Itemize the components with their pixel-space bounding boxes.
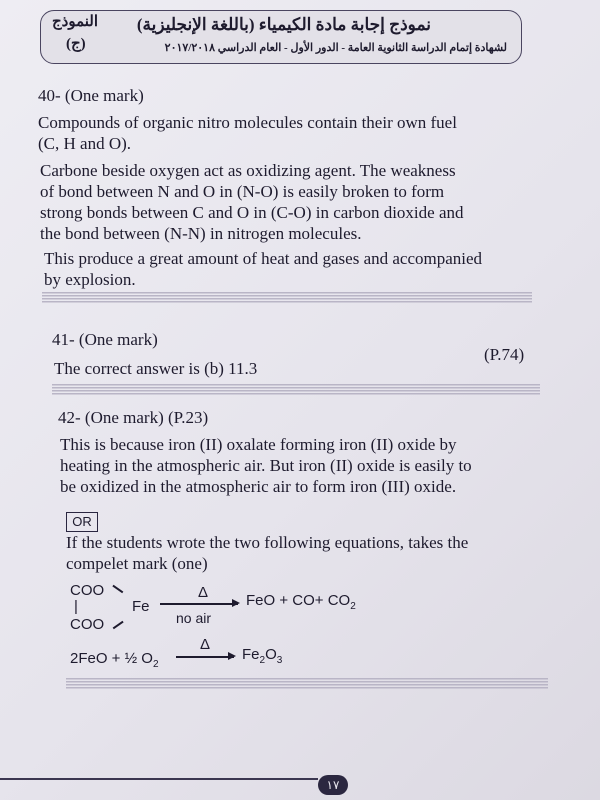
q41-page-ref: (P.74) (484, 345, 525, 364)
header-title: نموذج إجابة مادة الكيمياء (باللغة الإنجليزية) (136, 15, 431, 34)
header-box (40, 10, 522, 64)
eq1-coo-top: COO (70, 582, 105, 599)
eq1-products-subscript: 2 (350, 601, 356, 612)
eq2-rhs-sub2: 3 (276, 655, 283, 666)
footer-line (0, 778, 318, 780)
q40-p2-line3: strong bonds between C and O in (C-O) in carbon dioxide and (40, 203, 464, 222)
q42-p2-line2: compelet mark (one) (66, 554, 208, 573)
page-number: ١٧ (318, 775, 348, 795)
eq1-bond-lower (113, 621, 124, 629)
eq1-bond-upper (113, 585, 124, 593)
eq1-vertical-bond: | (74, 598, 78, 615)
q42-p1-line2: heating in the atmospheric air. But iron (II) oxide is easily to (60, 456, 472, 475)
model-variant: (ج) (66, 36, 86, 52)
eq1-coo-bottom: COO (70, 616, 105, 633)
q40-heading: 40- (One mark) (38, 86, 144, 105)
q40-p3-line1: This produce a great amount of heat and gases and accompanied (44, 249, 483, 268)
eq2-rhs-fe: Fe (242, 646, 260, 663)
q42-p1-line3: be oxidized in the atmospheric air to form iron (III) oxide. (60, 477, 457, 496)
q41-answer: The correct answer is (b) 11.3 (54, 359, 258, 378)
eq2-delta: Δ (200, 636, 211, 653)
q42-p1-line1: This is because iron (II) oxalate forming iron (II) oxide by (60, 435, 457, 454)
q40-p2-line4: the bond between (N-N) in nitrogen molecules. (40, 224, 362, 243)
eq1-products (246, 592, 356, 612)
q42-paragraph-1 (60, 434, 472, 497)
q40-p3-line2: by explosion. (44, 270, 136, 289)
q40-paragraph-1 (38, 112, 457, 154)
separator-2 (52, 384, 540, 396)
header-subtitle: لشهادة إتمام الدراسة الثانوية العامة - الدور الأول - العام الدراسي ٢٠١٧/٢٠١٨ (164, 42, 507, 54)
eq2-rhs-o: O (265, 646, 277, 663)
q40-p2-line1: Carbone beside oxygen act as oxidizing agent. The weakness (40, 161, 456, 180)
q40-p2-line2: of bond between N and O in (N-O) is easily broken to form (40, 182, 445, 201)
eq2-lhs-subscript: 2 (152, 659, 159, 670)
eq2-rhs-sub1: 2 (259, 655, 266, 666)
eq2-arrow (176, 656, 234, 658)
separator-1 (42, 292, 532, 304)
eq2-rhs (242, 646, 282, 666)
eq2-lhs (70, 650, 159, 670)
model-label: النموذج (52, 14, 99, 30)
q42-paragraph-2 (66, 532, 468, 574)
separator-3 (66, 678, 548, 690)
q42-heading: 42- (One mark) (P.23) (58, 408, 209, 427)
eq1-condition: no air (176, 610, 212, 626)
q40-paragraph-3 (44, 248, 482, 290)
or-label: OR (66, 512, 98, 532)
q40-p1-line2: (C, H and O). (38, 134, 132, 153)
q40-paragraph-2 (40, 160, 464, 244)
q42-p2-line1: If the students wrote the two following equations, takes the (66, 533, 469, 552)
q40-p1-line1: Compounds of organic nitro molecules contain their own fuel (38, 113, 457, 132)
eq1-fe: Fe (132, 598, 150, 615)
eq1-arrow (160, 603, 238, 605)
q41-heading: 41- (One mark) (52, 330, 158, 349)
eq1-delta: Δ (198, 584, 209, 601)
eq2-lhs-text: 2FeO + ½ O (70, 650, 153, 667)
eq1-products-text: FeO + CO+ CO (246, 592, 351, 609)
